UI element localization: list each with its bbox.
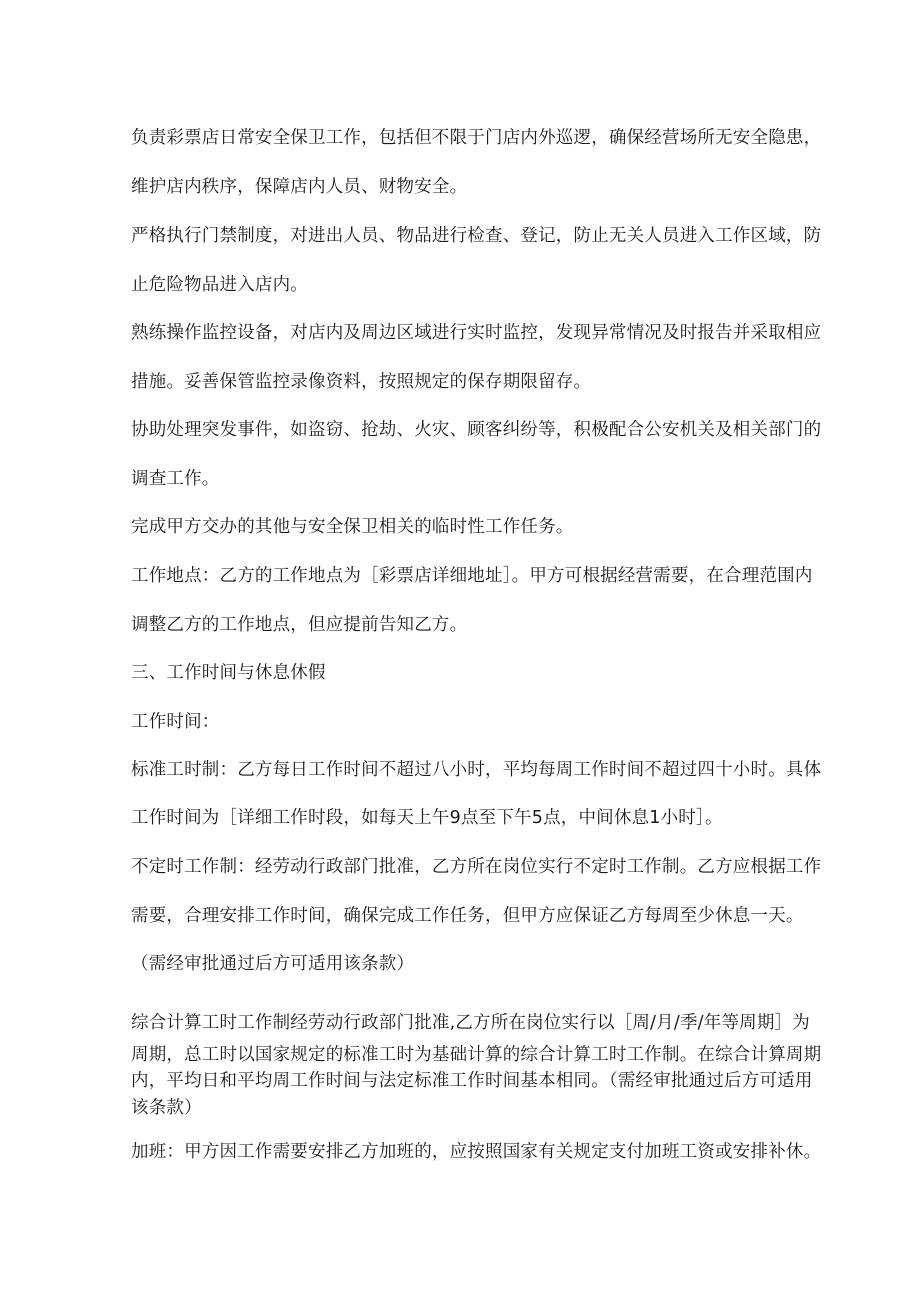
text-line: 周期，总工时以国家规定的标准工时为基础计算的综合计算工时工作制。在综合计算周期: [131, 1045, 822, 1065]
text-line: （需经审批通过后方可适用该条款）: [131, 954, 415, 974]
text-line: 内，平均日和平均周工作时间与法定标准工作时间基本相同。（需经审批通过后方可适用: [131, 1071, 813, 1091]
text-line: 熟练操作监控设备，对店内及周边区域进行实时监控，发现异常情况及时报告并采取相应: [131, 323, 822, 343]
text-line: 调整乙方的工作地点，但应提前告知乙方。: [131, 615, 468, 635]
text-line: 标准工时制：乙方每日工作时间不超过八小时，平均每周工作时间不超过四十小时。具体: [131, 760, 822, 780]
text-line: 工作时间：: [131, 712, 220, 732]
text-line: 完成甲方交办的其他与安全保卫相关的临时性工作任务。: [131, 517, 574, 537]
section-heading: 三、工作时间与休息休假: [131, 663, 326, 683]
text-line: 维护店内秩序，保障店内人员、财物安全。: [131, 177, 468, 197]
text-line: 措施。妥善保管监控录像资料，按照规定的保存期限留存。: [131, 372, 592, 392]
text-line: 该条款）: [131, 1098, 202, 1118]
text-line: 止危险物品进入店内。: [131, 275, 308, 295]
text-line: 负责彩票店日常安全保卫工作，包括但不限于门店内外巡逻，确保经营场所无安全隐患，: [131, 128, 822, 148]
text-line: 加班：甲方因工作需要安排乙方加班的，应按照国家有关规定支付加班工资或安排补休。: [131, 1142, 822, 1162]
text-line: 协助处理突发事件，如盗窃、抢劫、火灾、顾客纠纷等，积极配合公安机关及相关部门的: [131, 420, 822, 440]
text-line: 工作地点：乙方的工作地点为［彩票店详细地址］。甲方可根据经营需要，在合理范围内: [131, 566, 813, 586]
text-line: 需要，合理安排工作时间，确保完成工作任务，但甲方应保证乙方每周至少休息一天。: [131, 906, 804, 926]
text-line: 不定时工作制：经劳动行政部门批准，乙方所在岗位实行不定时工作制。乙方应根据工作: [131, 857, 822, 877]
text-line: 严格执行门禁制度，对进出人员、物品进行检查、登记，防止无关人员进入工作区域，防: [131, 226, 822, 246]
text-line: 工作时间为［详细工作时段，如每天上午9点至下午5点，中间休息1小时］。: [131, 808, 723, 828]
text-line: 调查工作。: [131, 469, 220, 489]
text-line: 综合计算工时工作制经劳动行政部门批准,乙方所在岗位实行以［周/月/季/年等周期］为: [131, 1013, 810, 1033]
